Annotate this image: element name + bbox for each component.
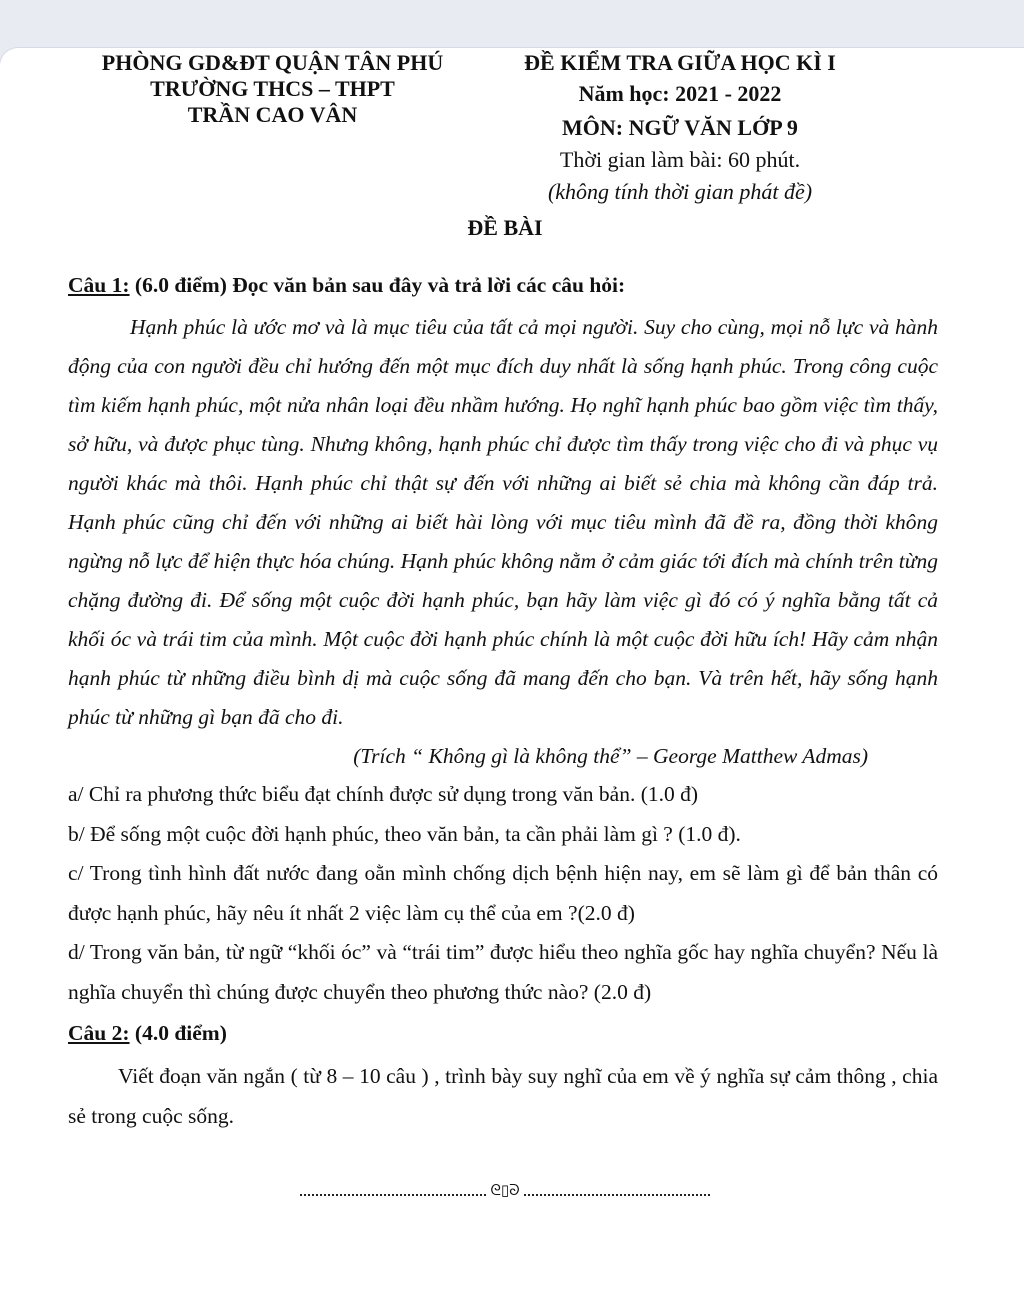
question-1-title: (6.0 điểm) Đọc văn bản sau đây và trả lời các câu hỏi: — [129, 273, 626, 297]
exam-title: ĐỀ KIỂM TRA GIỮA HỌC KÌ I — [524, 50, 836, 75]
question-1c: c/ Trong tình hình đất nước đang oằn mình chống dịch bệnh hiện nay, em sẽ làm gì để bản thân có được hạnh phúc, hãy nêu ít nhất 2 việc làm cụ thể của em ?(2.0 đ) — [68, 861, 938, 925]
school-block — [90, 50, 455, 128]
question-2-label: Câu 2: — [68, 1021, 130, 1045]
ornament-icon: ᘓ▯ᘐ — [490, 1183, 520, 1199]
department-name: PHÒNG GD&ĐT QUẬN TÂN PHÚ — [101, 50, 444, 75]
question-1b: b/ Để sống một cuộc đời hạnh phúc, theo văn bản, ta cần phải làm gì ? (1.0 đ). — [68, 821, 741, 846]
reading-passage: Hạnh phúc là ước mơ và là mục tiêu của tất cả mọi người. Suy cho cùng, mọi nỗ lực và hành động của con người đều chỉ hướng đến một mục đích duy nhất là sống hạnh phúc. Trong công cuộc tìm kiếm hạnh phúc, một nửa nhân loại đều nhầm hướng. Họ nghĩ hạnh phúc bao gồm việc tìm thấy, sở hữu, và được phục tùng. Nhưng không, hạnh phúc chỉ được tìm thấy trong việc cho đi và phục vụ người khác mà thôi. Hạnh phúc chỉ thật sự đến với những ai biết sẻ chia mà không cần đáp trả. Hạnh phúc cũng chỉ đến với những ai biết hài lòng với mục tiêu mình đã đề ra, đồng thời không ngừng nỗ lực để hiện thực hóa chúng. Hạnh phúc không nằm ở cảm giác tới đích mà chính trên từng chặng đường đi. Để sống một cuộc đời hạnh phúc, bạn hãy làm việc gì đó có ý nghĩa bằng tất cả khối óc và trái tim của mình. Một cuộc đời hạnh phúc chính là một cuộc đời hữu ích! Hãy cảm nhận hạnh phúc từ những điều bình dị mà cuộc sống đã mang đến cho bạn. Và trên hết, hãy sống hạnh phúc từ những gì bạn đã cho đi. — [68, 315, 938, 729]
end-divider — [300, 1183, 710, 1199]
exam-info-block — [505, 50, 855, 207]
duration-note: (không tính thời gian phát đề) — [547, 179, 813, 204]
subject: MÔN: NGỮ VĂN LỚP 9 — [562, 115, 798, 140]
question-2-heading — [68, 1014, 938, 1052]
school-type: TRƯỜNG THCS – THPT — [150, 76, 395, 101]
question-1-label: Câu 1: — [68, 273, 130, 297]
divider-dots-left — [300, 1186, 486, 1196]
question-2-title: (4.0 điểm) — [129, 1021, 227, 1045]
divider-dots-right — [524, 1186, 710, 1196]
question-1a: a/ Chỉ ra phương thức biểu đạt chính được sử dụng trong văn bản. (1.0 đ) — [68, 782, 699, 806]
question-2-task: Viết đoạn văn ngắn ( từ 8 – 10 câu ) , trình bày suy nghĩ của em về ý nghĩa sự cảm thông , chia sẻ trong cuộc sống. — [68, 1064, 938, 1128]
duration: Thời gian làm bài: 60 phút. — [559, 147, 801, 172]
exam-body — [68, 270, 938, 1136]
school-year: Năm học: 2021 - 2022 — [578, 81, 782, 106]
section-title: ĐỀ BÀI — [467, 215, 543, 240]
question-1-heading — [68, 270, 938, 300]
passage-source: (Trích “ Không gì là không thể” – George Matthew Admas) — [353, 744, 868, 768]
question-1d: d/ Trong văn bản, từ ngữ “khối óc” và “trái tim” được hiểu theo nghĩa gốc hay nghĩa chuyển? Nếu là nghĩa chuyển thì chúng được chuyển theo phương thức nào? (2.0 đ) — [68, 940, 938, 1004]
school-name: TRẦN CAO VÂN — [187, 102, 358, 127]
